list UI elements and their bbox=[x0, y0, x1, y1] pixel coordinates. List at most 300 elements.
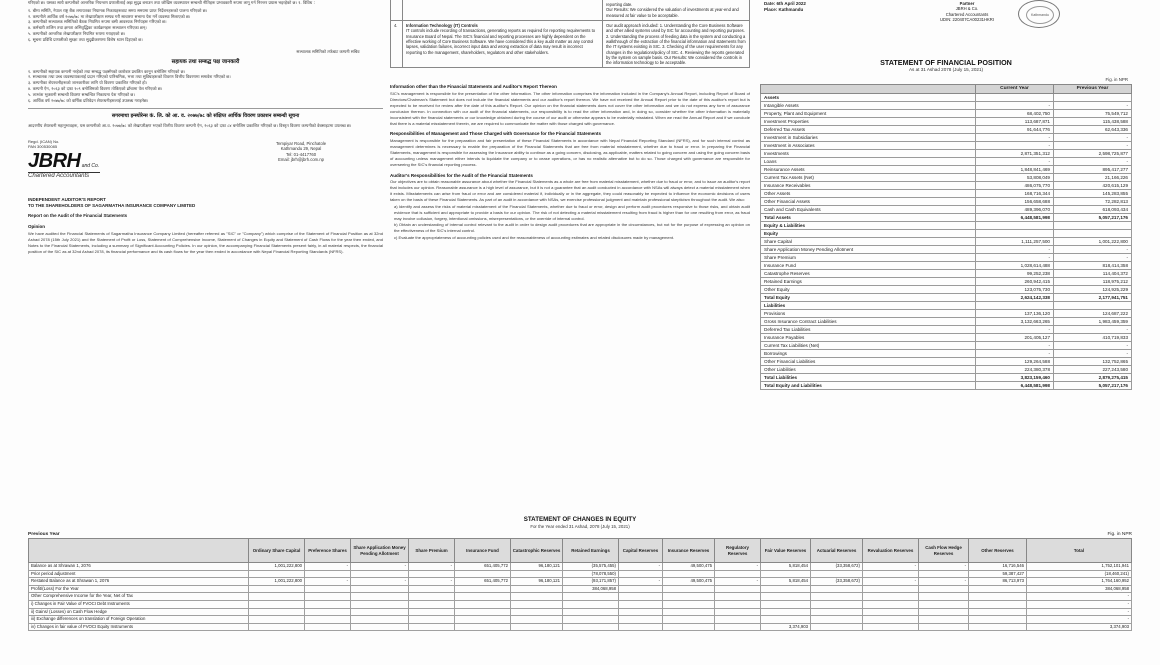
sofp-current-year-value bbox=[976, 230, 1054, 238]
soce-value-cell: - bbox=[919, 563, 969, 571]
sofp-previous-year-value: 124,925,229 bbox=[1054, 286, 1132, 294]
soce-value-cell bbox=[715, 570, 761, 578]
address-line-3: Tel: 01-4417760 bbox=[286, 151, 317, 157]
sofp-row-label: Investment in Associates bbox=[761, 142, 976, 150]
soce-value-cell bbox=[305, 623, 351, 631]
sofp-row bbox=[761, 270, 1132, 278]
sofp-row bbox=[761, 174, 1132, 182]
numbered-item: ३. कम्पनीको सञ्चालक समितिको बैठक नियमित रूपमा बसी आवश्यक निर्णयहरू गरिएको छ। bbox=[28, 19, 167, 25]
soce-header-cell: Actuarial Reserves bbox=[811, 539, 863, 563]
soce-value-cell bbox=[351, 616, 409, 624]
top-paragraph: गरिएको छ। यसका साथै कम्पनीको आन्तरिक नियन्त्रण प्रणालीलाई अझ सुदृढ बनाउन तथा जोखिम व्यवस्थापन सम्बन्धी नीतिहरू प्रभावकारी रूपमा लागू गर्न निरन्तर प्रयास भइरहेको छ। १. विविध : bbox=[28, 0, 315, 5]
soce-value-cell bbox=[351, 585, 409, 593]
sofp-row-label: Other Assets bbox=[761, 190, 976, 198]
sofp-row-label: Share Premium bbox=[761, 254, 976, 262]
address-line-4: Email: jbrh@jbrh.com.np bbox=[278, 157, 324, 163]
sofp-previous-year-value: - bbox=[1054, 142, 1132, 150]
sofp-row bbox=[761, 334, 1132, 342]
sofp-previous-year-value bbox=[1054, 230, 1132, 238]
sofp-row bbox=[761, 94, 1132, 102]
soce-value-cell bbox=[351, 600, 409, 608]
soce-value-cell: 49,500,475 bbox=[663, 563, 715, 571]
soce-row bbox=[29, 593, 1132, 601]
sofp-current-year-value: - bbox=[976, 254, 1054, 262]
soce-value-cell bbox=[409, 600, 455, 608]
soce-value-cell bbox=[663, 585, 715, 593]
soce-value-cell bbox=[249, 600, 305, 608]
sofp-row-label: Cash and Cash Equivalents bbox=[761, 206, 976, 214]
sofp-row bbox=[761, 222, 1132, 230]
soce-value-cell bbox=[969, 616, 1027, 624]
soce-value-cell bbox=[863, 623, 919, 631]
report-place: Place: Kathmandu bbox=[764, 6, 804, 12]
sofp-current-year-value: 486,075,770 bbox=[976, 182, 1054, 190]
soce-value-cell bbox=[715, 600, 761, 608]
sofp-row bbox=[761, 118, 1132, 126]
sofp-previous-year-value: 618,093,434 bbox=[1054, 206, 1132, 214]
soce-value-cell bbox=[761, 616, 811, 624]
soce-value-cell bbox=[409, 616, 455, 624]
sofp-current-year-value: 99,252,238 bbox=[976, 270, 1054, 278]
opinion-heading: Opinion bbox=[28, 224, 45, 230]
soce-value-cell bbox=[563, 600, 619, 608]
kam-matter bbox=[403, 20, 603, 68]
soce-value-cell: (33,358,672) bbox=[811, 563, 863, 571]
board-signature: सञ्चालक समितिको तर्फबाट कम्पनी सचिव bbox=[296, 48, 360, 54]
sofp-row bbox=[761, 102, 1132, 110]
sofp-row-label: Intangible Assets bbox=[761, 102, 976, 110]
auditor-resp-item-a: a) Identify and assess the risks of material misstatement of the Financial Statements, whether due to fraud or error, design and perform audit procedures responsive to those risks, and obtain audit evidence that is sufficient and appropriate to provide a basis for our opinion. The risk of not detecting a material misstatement resulting from fraud is higher than for one resulting from error, as fraud may involve collusion, forgery, intentional omissions, misrepresentations, or the override of internal control. bbox=[394, 203, 750, 221]
soce-value-cell bbox=[305, 585, 351, 593]
soce-value-cell bbox=[811, 608, 863, 616]
soce-value-cell bbox=[511, 570, 563, 578]
soce-value-cell bbox=[863, 600, 919, 608]
partner-label: Partner bbox=[959, 1, 975, 6]
sofp-current-year-value: 1,111,257,500 bbox=[976, 238, 1054, 246]
soce-value-cell bbox=[969, 623, 1027, 631]
sofp-current-year-value: 6,448,581,998 bbox=[976, 214, 1054, 222]
sofp-row bbox=[761, 110, 1132, 118]
sofp-previous-year-value: 2,598,725,877 bbox=[1054, 150, 1132, 158]
sofp-row bbox=[761, 278, 1132, 286]
numbered-item: ६. सूचना प्रविधि प्रणालीको सुरक्षा तथा सुदृढीकरणमा विशेष ध्यान दिइएको छ। bbox=[28, 36, 143, 42]
soce-value-cell: (18,460,241) bbox=[1027, 570, 1132, 578]
sofp-row bbox=[761, 166, 1132, 174]
sofp-currency-note: Fig. in NPR bbox=[1105, 77, 1128, 83]
sofp-row bbox=[761, 286, 1132, 294]
sofp-current-year-value: 201,405,127 bbox=[976, 334, 1054, 342]
soce-value-cell bbox=[563, 593, 619, 601]
soce-header-cell: Preference Shares bbox=[305, 539, 351, 563]
sofp-row-label: Liabilities bbox=[761, 302, 976, 310]
sofp-row-label: Property, Plant and Equipment bbox=[761, 110, 976, 118]
soce-value-cell: - bbox=[409, 563, 455, 571]
sofp-row bbox=[761, 190, 1132, 198]
sofp-row bbox=[761, 342, 1132, 350]
sofp-current-year-value: 137,136,120 bbox=[976, 310, 1054, 318]
soce-value-cell bbox=[811, 593, 863, 601]
soce-value-cell: - bbox=[1027, 593, 1132, 601]
sofp-row-label: Assets bbox=[761, 94, 976, 102]
soce-value-cell bbox=[455, 570, 511, 578]
soce-value-cell bbox=[919, 593, 969, 601]
soce-value-cell: - bbox=[351, 578, 409, 586]
sofp-previous-year-value: - bbox=[1054, 342, 1132, 350]
soce-header-cell: Regulatory Reserves bbox=[715, 539, 761, 563]
related-party-item: २. सञ्चालक तथा उच्च व्यवस्थापकलाई प्रदान गरिएको पारिश्रमिक, भत्ता तथा सुविधाहरूको विवरण वित्तीय विवरणमा समावेश गरिएको छ। bbox=[28, 74, 231, 80]
sofp-current-year-value: 3,823,159,460 bbox=[976, 374, 1054, 382]
soce-value-cell bbox=[511, 616, 563, 624]
soce-value-cell bbox=[969, 593, 1027, 601]
sofp-previous-year-value: 1,001,222,800 bbox=[1054, 238, 1132, 246]
soce-value-cell bbox=[305, 600, 351, 608]
sofp-row-label: Insurance Fund bbox=[761, 262, 976, 270]
auditor-resp-heading: Auditor's Responsibilities for the Audit of the Financial Statements bbox=[390, 172, 533, 178]
soce-value-cell bbox=[863, 585, 919, 593]
sofp-row-label: Gross Insurance Contract Liabilities bbox=[761, 318, 976, 326]
changes-in-equity-section bbox=[28, 516, 1132, 665]
sofp-row-label: Catastrophe Reserves bbox=[761, 270, 976, 278]
sofp-previous-year-value: - bbox=[1054, 326, 1132, 334]
report-addressee: TO THE SHAREHOLDERS OF SAGARMATHA INSURANCE COMPANY LIMITED bbox=[28, 202, 196, 208]
soce-value-cell bbox=[715, 616, 761, 624]
changes-in-equity-table bbox=[28, 538, 1132, 631]
soce-value-cell bbox=[305, 608, 351, 616]
logo-suffix: and Co. bbox=[81, 162, 100, 169]
report-date: Date: 6th April 2022 bbox=[764, 1, 806, 6]
soce-value-cell bbox=[663, 570, 715, 578]
report-title: INDEPENDENT AUDITOR'S REPORT bbox=[28, 196, 106, 202]
related-party-item: ३. कम्पनीका शेयरधनीहरूको जानकारीका लागि यो विवरण प्रकाशित गरिएको हो। bbox=[28, 80, 148, 86]
firm-pan: PAN 300530085 bbox=[28, 143, 58, 149]
soce-value-cell: - bbox=[1027, 616, 1132, 624]
soce-value-cell bbox=[761, 600, 811, 608]
soce-value-cell bbox=[619, 585, 663, 593]
soce-value-cell: 3,374,903 bbox=[1027, 623, 1132, 631]
sofp-current-year-value: 224,380,378 bbox=[976, 366, 1054, 374]
soce-value-cell bbox=[919, 600, 969, 608]
soce-value-cell: 384,068,958 bbox=[1027, 585, 1132, 593]
sofp-previous-year-value: 818,414,358 bbox=[1054, 262, 1132, 270]
soce-value-cell bbox=[663, 593, 715, 601]
sofp-title: STATEMENT OF FINANCIAL POSITION bbox=[880, 58, 1012, 67]
nepali-notice-column bbox=[28, 0, 383, 513]
soce-value-cell: - bbox=[715, 563, 761, 571]
soce-value-cell bbox=[455, 585, 511, 593]
soce-value-cell: 384,068,958 bbox=[563, 585, 619, 593]
sofp-row-label: Other Financial Liabilities bbox=[761, 358, 976, 366]
sofp-previous-year-value: 145,283,855 bbox=[1054, 190, 1132, 198]
soce-value-cell: 86,713,973 bbox=[969, 578, 1027, 586]
financial-summary-body: आदरणीय शेयरधनी महानुभावहरू, यस कम्पनीको आ.व. २०७७/७८ को लेखापरीक्षण भएको वित्तीय विवरण कम्पनी ऐन, २०६३ को दफा ८४ बमोजिम प्रकाशित गरिएको छ। विस्तृत विवरण कम्पनीको वेबसाइटमा उपलब्ध छ। bbox=[28, 122, 352, 128]
sofp-previous-year-value: - bbox=[1054, 102, 1132, 110]
soce-row bbox=[29, 585, 1132, 593]
numbered-item: २. कम्पनीले आर्थिक वर्ष २०७७/७८ मा लेखापरीक्षण सम्पन्न गरी साधारण सभामा पेश गर्ने व्यवस्था मिलाएको छ। bbox=[28, 13, 191, 19]
soce-value-cell bbox=[249, 616, 305, 624]
sofp-subtitle: As at 31 Ashad 2078 (July 15, 2021) bbox=[908, 67, 984, 73]
soce-value-cell: - bbox=[305, 563, 351, 571]
sofp-current-year-value: - bbox=[976, 102, 1054, 110]
soce-value-cell bbox=[511, 585, 563, 593]
sofp-current-year-value: - bbox=[976, 134, 1054, 142]
sofp-current-year-value: 2,624,142,338 bbox=[976, 294, 1054, 302]
sofp-row bbox=[761, 318, 1132, 326]
soce-row bbox=[29, 616, 1132, 624]
sofp-row-label: Total Equity bbox=[761, 294, 976, 302]
soce-row bbox=[29, 563, 1132, 571]
sofp-current-year-value: 6,448,581,998 bbox=[976, 382, 1054, 390]
soce-value-cell bbox=[563, 616, 619, 624]
soce-row bbox=[29, 608, 1132, 616]
soce-value-cell: - bbox=[619, 578, 663, 586]
soce-value-cell bbox=[511, 608, 563, 616]
sofp-current-year-value bbox=[976, 302, 1054, 310]
soce-value-cell: 59,387,427 bbox=[969, 570, 1027, 578]
soce-value-cell bbox=[663, 623, 715, 631]
auditor-resp-item-c: c) Evaluate the appropriateness of accounting policies used and the reasonableness of accounting estimates and related disclosures made by management. bbox=[394, 235, 675, 241]
sofp-row-label: Other Financial Assets bbox=[761, 198, 976, 206]
sofp-row bbox=[761, 350, 1132, 358]
soce-header-cell: Insurance Fund bbox=[455, 539, 511, 563]
divider bbox=[28, 108, 383, 109]
soce-value-cell bbox=[715, 623, 761, 631]
soce-value-cell bbox=[761, 585, 811, 593]
related-party-item: ५. लाभांश भुक्तानी सम्बन्धी विवरण सम्बन्धित निकायमा पेश गरिएको छ। bbox=[28, 91, 135, 97]
sofp-previous-year-value: - bbox=[1054, 254, 1132, 262]
sofp-row-label: Share Application Money Pending Allotment bbox=[761, 246, 976, 254]
sofp-current-year-value: - bbox=[976, 246, 1054, 254]
soce-value-cell: 49,500,475 bbox=[663, 578, 715, 586]
soce-value-cell bbox=[511, 623, 563, 631]
soce-value-cell bbox=[761, 608, 811, 616]
soce-value-cell bbox=[351, 570, 409, 578]
soce-value-cell: (93,171,857) bbox=[563, 578, 619, 586]
soce-value-cell bbox=[455, 600, 511, 608]
sofp-row-label: Insurance Payables bbox=[761, 334, 976, 342]
sofp-previous-year-value: - bbox=[1054, 158, 1132, 166]
soce-value-cell: - bbox=[351, 563, 409, 571]
soce-value-cell bbox=[969, 585, 1027, 593]
sofp-row-label: Total Equity and Liabilities bbox=[761, 382, 976, 390]
soce-value-cell bbox=[409, 623, 455, 631]
sofp-row-label: Share Capital bbox=[761, 238, 976, 246]
soce-value-cell: 1,764,160,952 bbox=[1027, 578, 1132, 586]
sofp-previous-year-value: 72,282,813 bbox=[1054, 198, 1132, 206]
soce-value-cell bbox=[919, 585, 969, 593]
sofp-row bbox=[761, 294, 1132, 302]
sofp-previous-year-value bbox=[1054, 94, 1132, 102]
soce-period-label: Previous Year bbox=[28, 531, 60, 537]
soce-value-cell bbox=[811, 600, 863, 608]
soce-header-cell: Ordinary Share Capital bbox=[249, 539, 305, 563]
kam-row-prev bbox=[391, 0, 750, 20]
sofp-header-particulars bbox=[761, 85, 976, 94]
soce-header-cell: Total bbox=[1027, 539, 1132, 563]
sofp-previous-year-value: - bbox=[1054, 246, 1132, 254]
kam-description: IT controls include recording of transactions, generating reports as required for reporting requirements to Insurance Board of Nepal. The SIC's financial and reporting processes are highly dependent on the effective working of Core Business Software. We have considered this a key audit matter as any control lapses, validation failures, incorrect input data and wrong extraction of data may result in incorrect reporting to the management, shareholders, regulators and other stakeholders. bbox=[406, 28, 596, 55]
soce-value-cell bbox=[863, 616, 919, 624]
opinion-body: We have audited the Financial Statements of Sagarmatha Insurance Company Limited (hereafter referred as "SIC" or "Company") which comprise of the Statement of Financial Position as at 32nd Ashad 2078 (15th July 2021) and the Statement of Profit or Loss, Statement of Comprehensive Income, Statement of Changes in Equity and Statement of Cash Flows for the year then ended, and Notes to the Financial Statements, including a summary of Significant Accounting Policies. In our opinion, the accompanying Financial Statements present fairly, in all material respects, the financial position of the SIC as at 32nd Ashad 2078, its financial performance and its cash flows for the year then ended in accordance with Nepal Financial Reporting Standards (NFRS). bbox=[28, 230, 383, 254]
soce-value-cell bbox=[305, 570, 351, 578]
sofp-row bbox=[761, 182, 1132, 190]
sofp-row-label: Investment Properties bbox=[761, 118, 976, 126]
sofp-row bbox=[761, 366, 1132, 374]
sofp-row bbox=[761, 126, 1132, 134]
soce-header-cell: Catastrophic Reserves bbox=[511, 539, 563, 563]
soce-header-cell: Fair Value Reserves bbox=[761, 539, 811, 563]
sofp-row bbox=[761, 158, 1132, 166]
sofp-current-year-value: 168,716,344 bbox=[976, 190, 1054, 198]
soce-value-cell bbox=[811, 570, 863, 578]
soce-value-cell bbox=[409, 593, 455, 601]
sofp-row-label: Current Tax Assets (Net) bbox=[761, 174, 976, 182]
sofp-row-label: Other Equity bbox=[761, 286, 976, 294]
sofp-row bbox=[761, 206, 1132, 214]
responsibilities-heading: Responsibilities of Management and Those Charged with Governance for the Financial Statements bbox=[390, 131, 602, 137]
sofp-row-label: Other Liabilities bbox=[761, 366, 976, 374]
soce-value-cell bbox=[619, 570, 663, 578]
financial-position-column bbox=[760, 0, 1132, 513]
soce-header-cell: Share Premium bbox=[409, 539, 455, 563]
soce-value-cell: - bbox=[1027, 600, 1132, 608]
partner-block bbox=[932, 1, 1002, 23]
sofp-header-row bbox=[761, 85, 1132, 94]
sofp-current-year-value: 156,658,688 bbox=[976, 198, 1054, 206]
sofp-previous-year-value: 21,166,226 bbox=[1054, 174, 1132, 182]
sofp-row-label: Investments bbox=[761, 150, 976, 158]
soce-value-cell: 5,818,454 bbox=[761, 578, 811, 586]
soce-value-cell bbox=[511, 593, 563, 601]
soce-value-cell: (35,575,455) bbox=[563, 563, 619, 571]
sofp-current-year-value: 123,075,730 bbox=[976, 286, 1054, 294]
sofp-current-year-value: 68,402,750 bbox=[976, 110, 1054, 118]
soce-value-cell bbox=[409, 608, 455, 616]
related-party-item: ६. आर्थिक वर्ष २०७७/७८ को वार्षिक प्रतिवेदन शेयरधनीहरूलाई उपलब्ध गराइनेछ। bbox=[28, 97, 149, 103]
sofp-previous-year-value: 124,687,222 bbox=[1054, 310, 1132, 318]
kam-number: 4. bbox=[391, 20, 403, 68]
soce-row-label: i) Changes in Fair Value of FVOCI Debt Instruments bbox=[29, 600, 249, 608]
numbered-items bbox=[28, 8, 383, 43]
sofp-previous-year-value: 895,417,277 bbox=[1054, 166, 1132, 174]
soce-value-cell: - bbox=[1027, 608, 1132, 616]
sofp-previous-year-value: 118,975,212 bbox=[1054, 278, 1132, 286]
sofp-current-year-value: 489,396,070 bbox=[976, 206, 1054, 214]
partner-udin: UDIN: 220407CA00231HKRI bbox=[939, 17, 994, 23]
address-line-1: Tempiyar Road, Pinchatole bbox=[276, 140, 327, 146]
sofp-row bbox=[761, 326, 1132, 334]
soce-row-label: ii) Gains/ (Losses) on Cash Flow Hedge bbox=[29, 608, 249, 616]
soce-value-cell bbox=[455, 616, 511, 624]
soce-value-cell bbox=[409, 570, 455, 578]
soce-value-cell bbox=[863, 570, 919, 578]
sofp-header-previous-year: Previous Year bbox=[1054, 85, 1132, 94]
jbrh-logo bbox=[28, 151, 100, 181]
soce-row-label: Profit/(Loss) For the Year bbox=[29, 585, 249, 593]
soce-row-label: iii) Exchange differences on translation of Foreign Operation bbox=[29, 616, 249, 624]
soce-value-cell: 1,752,101,941 bbox=[1027, 563, 1132, 571]
kam-title: Information Technology (IT) Controls bbox=[406, 22, 478, 28]
soce-title: STATEMENT OF CHANGES IN EQUITY bbox=[523, 516, 637, 523]
soce-value-cell: (33,358,672) bbox=[811, 578, 863, 586]
soce-row bbox=[29, 600, 1132, 608]
sofp-previous-year-value: 410,719,833 bbox=[1054, 334, 1132, 342]
sofp-row-label: Equity & Liabilities bbox=[761, 222, 976, 230]
soce-value-cell: 651,405,772 bbox=[455, 563, 511, 571]
sofp-row-label: Total Assets bbox=[761, 214, 976, 222]
soce-value-cell bbox=[511, 600, 563, 608]
soce-value-cell: 5,818,454 bbox=[761, 563, 811, 571]
sofp-row bbox=[761, 142, 1132, 150]
sofp-row bbox=[761, 310, 1132, 318]
soce-value-cell bbox=[715, 585, 761, 593]
soce-value-cell bbox=[619, 600, 663, 608]
sofp-row bbox=[761, 302, 1132, 310]
soce-value-cell bbox=[619, 616, 663, 624]
soce-value-cell: - bbox=[863, 578, 919, 586]
soce-value-cell: 1,001,222,800 bbox=[249, 578, 305, 586]
kam-row-it bbox=[391, 20, 750, 68]
sofp-current-year-value: 113,687,871 bbox=[976, 118, 1054, 126]
sofp-header-current-year: Current Year bbox=[976, 85, 1054, 94]
soce-value-cell bbox=[919, 616, 969, 624]
sofp-row-label: Loans bbox=[761, 158, 976, 166]
sofp-current-year-value bbox=[976, 94, 1054, 102]
sofp-current-year-value bbox=[976, 222, 1054, 230]
sofp-row bbox=[761, 358, 1132, 366]
financial-summary-heading: सगरमाथा इन्स्योरेन्स कं. लि. को आ. व. २०७७/७८ को संक्षिप्त आर्थिक विवरण प्रकाशन सम्बन्धी सूचना bbox=[111, 113, 300, 120]
sofp-row-label: Borrowings bbox=[761, 350, 976, 358]
soce-value-cell bbox=[409, 585, 455, 593]
kam-prev-cell bbox=[603, 0, 750, 20]
logo-subtitle: Chartered Accountants bbox=[28, 173, 90, 180]
soce-header-cell: Cash Flow Hedge Reserves bbox=[919, 539, 969, 563]
soce-value-cell bbox=[761, 593, 811, 601]
soce-value-cell bbox=[563, 608, 619, 616]
soce-header-cell: Capital Reserves bbox=[619, 539, 663, 563]
partner-title: Chartered Accountants bbox=[945, 11, 989, 17]
soce-value-cell bbox=[663, 608, 715, 616]
sofp-previous-year-value: 2,879,275,415 bbox=[1054, 374, 1132, 382]
sofp-previous-year-value: 132,752,865 bbox=[1054, 358, 1132, 366]
financial-position-table bbox=[760, 84, 1132, 390]
stamp-text: Kathmandu bbox=[1026, 6, 1054, 24]
sofp-row bbox=[761, 374, 1132, 382]
soce-value-cell bbox=[455, 593, 511, 601]
soce-value-cell bbox=[249, 623, 305, 631]
logo-main-text: JBRH bbox=[28, 149, 81, 172]
numbered-item: ४. कर्मचारी तालिम तथा क्षमता अभिवृद्धिका कार्यक्रमहरू सञ्चालन गरिएका छन्। bbox=[28, 25, 147, 31]
soce-row bbox=[29, 623, 1132, 631]
soce-header-cell: Other Reserves bbox=[969, 539, 1027, 563]
sofp-row bbox=[761, 254, 1132, 262]
sofp-previous-year-value: 5,057,217,176 bbox=[1054, 382, 1132, 390]
soce-header-cell: Share Application Money Pending Allotment bbox=[351, 539, 409, 563]
soce-value-cell bbox=[969, 600, 1027, 608]
soce-value-cell bbox=[351, 608, 409, 616]
firm-registration bbox=[28, 139, 59, 149]
sofp-row bbox=[761, 214, 1132, 222]
soce-value-cell bbox=[919, 623, 969, 631]
soce-value-cell bbox=[811, 616, 863, 624]
auditor-resp-item-b: b) Obtain an understanding of internal control relevant to the audit in order to design audit procedures that are appropriate in the circumstances, but not for the purpose of expressing an opinion on the effectiveness of the SIC's internal control. bbox=[394, 222, 750, 234]
soce-row-label: iv) Changes in fair value of FVOCI Equity Instruments bbox=[29, 623, 249, 631]
sofp-current-year-value: - bbox=[976, 142, 1054, 150]
report-subtitle: Report on the Audit of the Financial Statements bbox=[28, 213, 128, 219]
soce-value-cell: - bbox=[863, 563, 919, 571]
sofp-row-label: Investment in Subsidiaries bbox=[761, 134, 976, 142]
sofp-row-label: Equity bbox=[761, 230, 976, 238]
kam-prev-line-1: reporting date. bbox=[606, 2, 633, 7]
